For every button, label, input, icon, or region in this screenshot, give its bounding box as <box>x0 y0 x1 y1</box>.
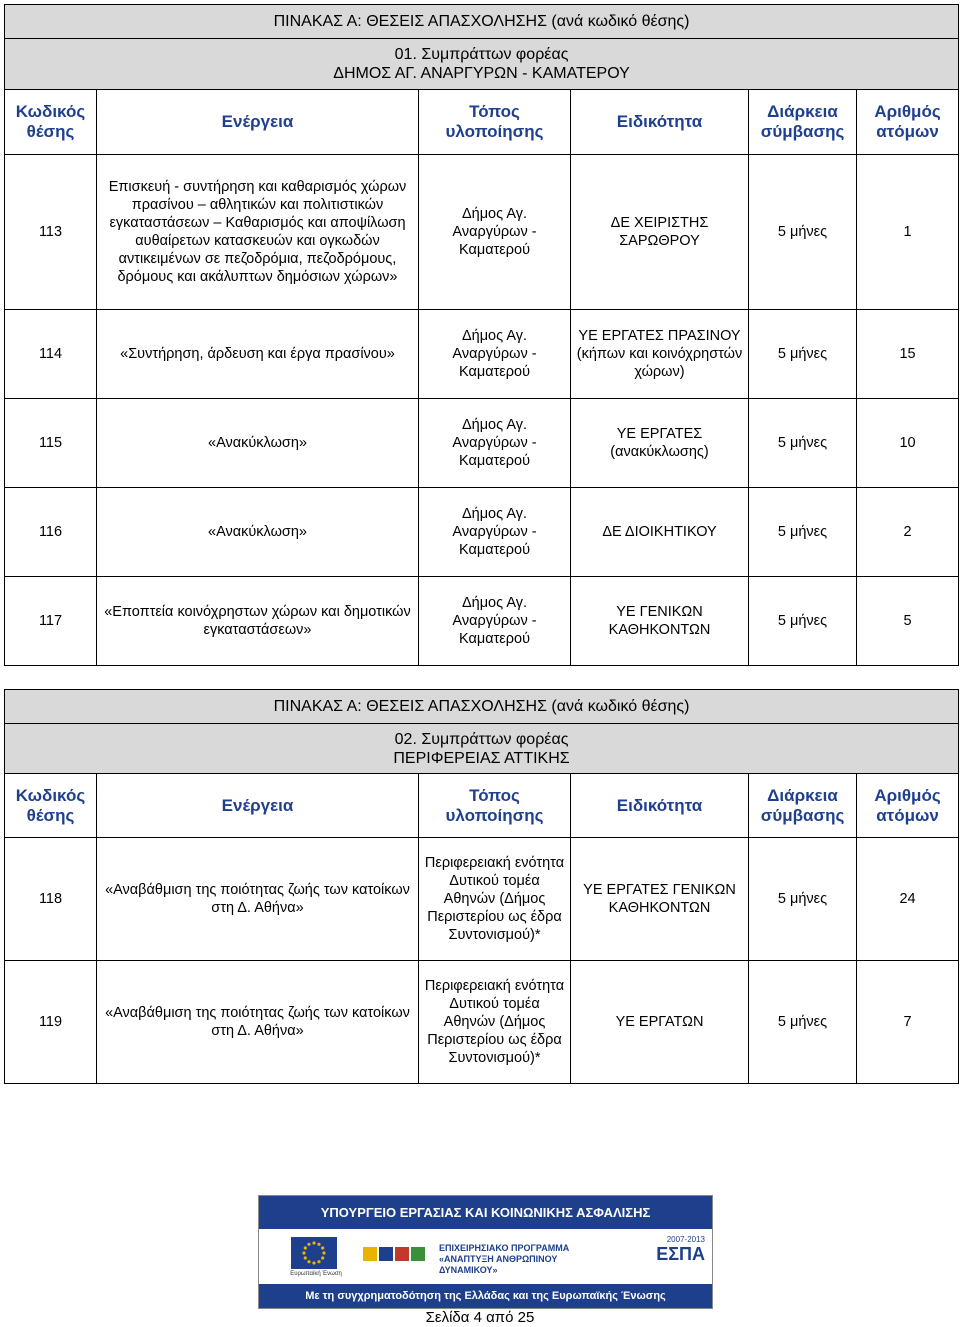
cell-action: «Ανακύκλωση» <box>97 399 419 488</box>
eu-flag-icon <box>291 1237 337 1269</box>
cofunding-slogan: Με τη συγχρηματοδότηση της Ελλάδας και της Ευρωπαϊκής Ένωσης <box>259 1284 712 1308</box>
logos-strip <box>259 1229 712 1284</box>
cell-specialty: ΔΕ ΧΕΙΡΙΣΤΗΣ ΣΑΡΩΘΡΟΥ <box>571 155 749 310</box>
espa-label: ΕΣΠΑ <box>656 1244 705 1264</box>
cell-duration: 5 μήνες <box>749 155 857 310</box>
cell-place: Δήμος Αγ. Αναργύρων - Καματερού <box>419 310 571 399</box>
programme-logo-icon <box>363 1243 433 1267</box>
cell-code: 113 <box>5 155 97 310</box>
partner-number: 02. Συμπράττων φορέας <box>394 730 569 748</box>
cell-specialty: ΔΕ ΔΙΟΙΚΗΤΙΚΟΥ <box>571 488 749 577</box>
cell-code: 115 <box>5 399 97 488</box>
cell-persons: 24 <box>857 838 959 961</box>
cell-place: Περιφερειακή ενότητα Δυτικού τομέα Αθηνών (Δήμος Περιστερίου ως έδρα Συντονισμού)* <box>419 838 571 961</box>
cell-action: Επισκευή - συντήρηση και καθαρισμός χώρων πρασίνου – αθλητικών και πολιτιστικών εγκαταστάσεων – Καθαρισμός και αποψίλωση αυθαίρετων κατασκευών και ογκωδών αντικειμένων σε πεζοδρόμια, πεζοδρόμους, δρόμους και ακάλυπτων δημόσιων χώρων» <box>97 155 419 310</box>
ministry-title: ΥΠΟΥΡΓΕΙΟ ΕΡΓΑΣΙΑΣ ΚΑΙ ΚΟΙΝΩΝΙΚΗΣ ΑΣΦΑΛΙΣΗΣ <box>259 1196 712 1229</box>
espa-years: 2007-2013 <box>666 1235 705 1244</box>
table-row <box>5 961 959 1084</box>
header-specialty: Ειδικότητα <box>571 774 749 838</box>
eu-caption: Ευρωπαϊκή Ένωση <box>290 1271 342 1277</box>
partner-name: ΔΗΜΟΣ ΑΓ. ΑΝΑΡΓΥΡΩΝ - ΚΑΜΑΤΕΡΟΥ <box>333 65 630 82</box>
cell-persons: 7 <box>857 961 959 1084</box>
positions-table-1 <box>4 4 959 666</box>
table-title: ΠΙΝΑΚΑΣ Α: ΘΕΣΕΙΣ ΑΠΑΣΧΟΛΗΣΗΣ (ανά κωδικό θέσης) <box>5 690 959 724</box>
cell-action: «Ανακύκλωση» <box>97 488 419 577</box>
cell-code: 117 <box>5 577 97 666</box>
table-row <box>5 399 959 488</box>
cell-persons: 15 <box>857 310 959 399</box>
header-place: Τόπος υλοποίησης <box>419 774 571 838</box>
partner-name: ΠΕΡΙΦΕΡΕΙΑΣ ΑΤΤΙΚΗΣ <box>393 749 570 767</box>
table-row <box>5 838 959 961</box>
cell-specialty: ΥΕ ΓΕΝΙΚΩΝ ΚΑΘΗΚΟΝΤΩΝ <box>571 577 749 666</box>
cell-duration: 5 μήνες <box>749 577 857 666</box>
table-row <box>5 488 959 577</box>
cell-duration: 5 μήνες <box>749 838 857 961</box>
positions-table-2 <box>4 689 959 1084</box>
cell-duration: 5 μήνες <box>749 399 857 488</box>
partner-number: 01. Συμπράττων φορέας <box>394 46 569 63</box>
page-number: Σελίδα 4 από 25 <box>425 1309 535 1326</box>
header-code: Κωδικός θέσης <box>5 90 97 155</box>
partner-heading <box>5 724 959 774</box>
header-action: Ενέργεια <box>97 774 419 838</box>
cell-specialty: ΥΕ ΕΡΓΑΤΕΣ ΓΕΝΙΚΩΝ ΚΑΘΗΚΟΝΤΩΝ <box>571 838 749 961</box>
table-row <box>5 577 959 666</box>
header-specialty: Ειδικότητα <box>571 90 749 155</box>
cell-duration: 5 μήνες <box>749 961 857 1084</box>
cell-code: 119 <box>5 961 97 1084</box>
cell-duration: 5 μήνες <box>749 488 857 577</box>
header-duration: Διάρκεια σύμβασης <box>749 90 857 155</box>
cell-specialty: ΥΕ ΕΡΓΑΤΕΣ (ανακύκλωσης) <box>571 399 749 488</box>
espa-logo <box>615 1235 705 1279</box>
cell-code: 114 <box>5 310 97 399</box>
table-row <box>5 155 959 310</box>
cell-specialty: ΥΕ ΕΡΓΑΤΕΣ ΠΡΑΣΙΝΟΥ (κήπων και κοινόχρηστών χώρων) <box>571 310 749 399</box>
table-row <box>5 310 959 399</box>
header-place: Τόπος υλοποίησης <box>419 90 571 155</box>
cell-persons: 1 <box>857 155 959 310</box>
header-code: Κωδικός θέσης <box>5 774 97 838</box>
funding-banner <box>258 1195 713 1309</box>
partner-heading <box>5 39 959 90</box>
cell-place: Δήμος Αγ. Αναργύρων - Καματερού <box>419 155 571 310</box>
cell-duration: 5 μήνες <box>749 310 857 399</box>
header-persons: Αριθμός ατόμων <box>857 90 959 155</box>
cell-persons: 10 <box>857 399 959 488</box>
cell-persons: 5 <box>857 577 959 666</box>
cell-action: «Συντήρηση, άρδευση και έργα πρασίνου» <box>97 310 419 399</box>
cell-specialty: ΥΕ ΕΡΓΑΤΩΝ <box>571 961 749 1084</box>
cell-place: Δήμος Αγ. Αναργύρων - Καματερού <box>419 488 571 577</box>
header-persons: Αριθμός ατόμων <box>857 774 959 838</box>
header-action: Ενέργεια <box>97 90 419 155</box>
cell-place: Δήμος Αγ. Αναργύρων - Καματερού <box>419 399 571 488</box>
cell-action: «Αναβάθμιση της ποιότητας ζωής των κατοίκων στη Δ. Αθήνα» <box>97 838 419 961</box>
programme-name: ΕΠΙΧΕΙΡΗΣΙΑΚΟ ΠΡΟΓΡΑΜΜΑ «ΑΝΑΠΤΥΞΗ ΑΝΘΡΩΠΙΝΟΥ ΔΥΝΑΜΙΚΟΥ» <box>439 1243 570 1275</box>
header-duration: Διάρκεια σύμβασης <box>749 774 857 838</box>
cell-persons: 2 <box>857 488 959 577</box>
cell-action: «Εποπτεία κοινόχρηστων χώρων και δημοτικών εγκαταστάσεων» <box>97 577 419 666</box>
cell-code: 116 <box>5 488 97 577</box>
table-title: ΠΙΝΑΚΑΣ Α: ΘΕΣΕΙΣ ΑΠΑΣΧΟΛΗΣΗΣ (ανά κωδικό θέσης) <box>5 5 959 39</box>
cell-code: 118 <box>5 838 97 961</box>
cell-place: Δήμος Αγ. Αναργύρων - Καματερού <box>419 577 571 666</box>
cell-place: Περιφερειακή ενότητα Δυτικού τομέα Αθηνών (Δήμος Περιστερίου ως έδρα Συντονισμού)* <box>419 961 571 1084</box>
cell-action: «Αναβάθμιση της ποιότητας ζωής των κατοίκων στη Δ. Αθήνα» <box>97 961 419 1084</box>
